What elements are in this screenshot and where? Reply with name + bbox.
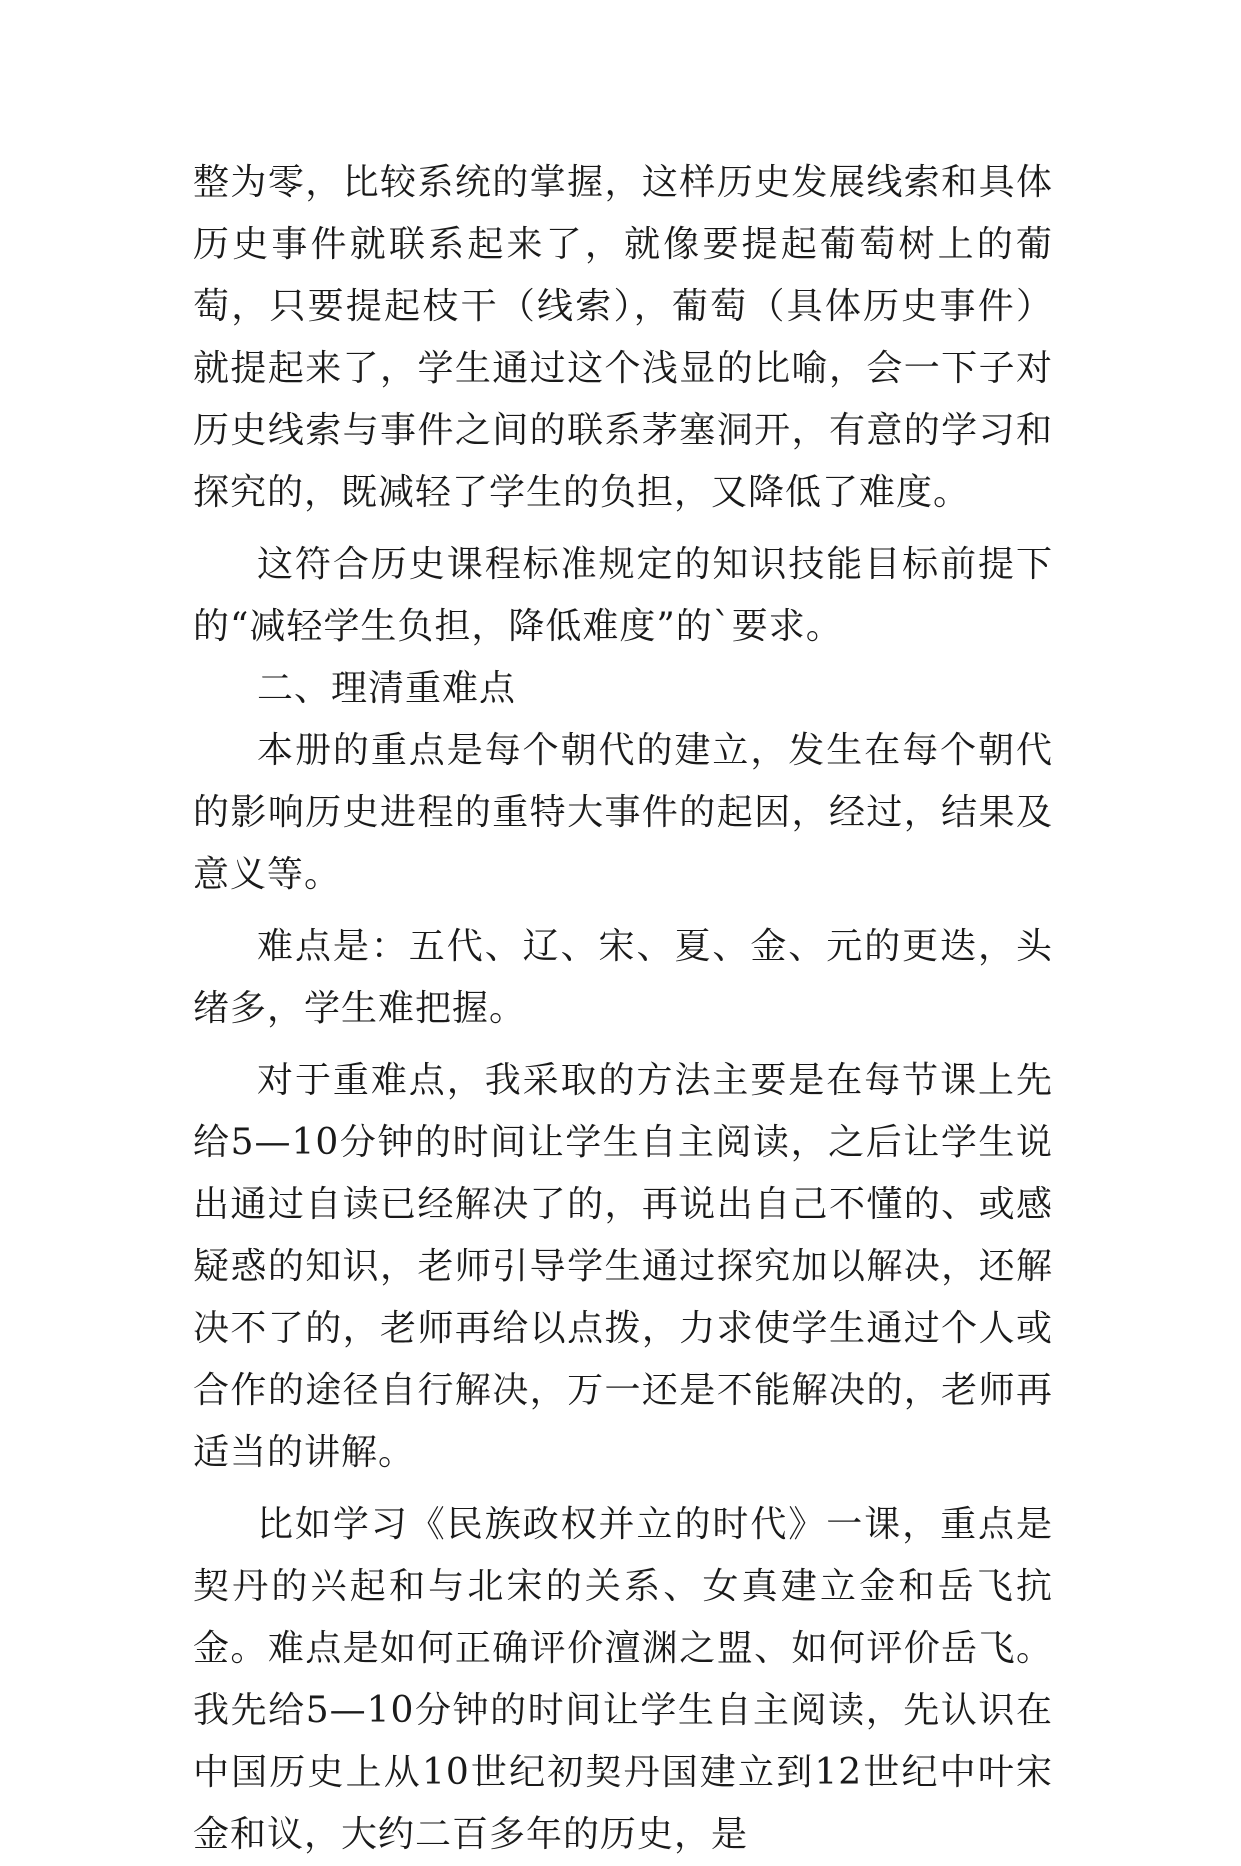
paragraph-difficulties: 难点是：五代、辽、宋、夏、金、元的更迭，头绪多，学生难把握。	[193, 926, 1053, 1029]
document-body	[193, 152, 1053, 1866]
section-heading: 二、理清重难点	[257, 668, 517, 709]
paragraph-method: 对于重难点，我采取的方法主要是在每节课上先给5—10分钟的时间让学生自主阅读，之后让学生说出通过自读已经解决了的，再说出自己不懂的、或感疑惑的知识，老师引导学生通过探究加以解决，还解决不了的，老师再给以点拨，力求使学生通过个人或合作的途径自行解决，万一还是不能解决的，老师再适当的讲解。	[193, 1060, 1053, 1473]
paragraph-example: 比如学习《民族政权并立的时代》一课，重点是契丹的兴起和与北宋的关系、女真建立金和岳飞抗金。难点是如何正确评价澶渊之盟、如何评价岳飞。我先给5—10分钟的时间让学生自主阅读，先认识在中国历史上从10世纪初契丹国建立到12世纪中叶宋金和议，大约二百多年的历史，是	[193, 1504, 1053, 1855]
paragraph-key-points: 本册的重点是每个朝代的建立，发生在每个朝代的影响历史进程的重特大事件的起因，经过，结果及意义等。	[193, 730, 1053, 895]
paragraph-curriculum-standard: 这符合历史课程标准规定的知识技能目标前提下的“减轻学生负担，降低难度”的`要求。	[193, 544, 1053, 647]
paragraph-continuation: 整为零，比较系统的掌握，这样历史发展线索和具体历史事件就联系起来了，就像要提起葡萄树上的葡萄，只要提起枝干（线索），葡萄（具体历史事件）就提起来了，学生通过这个浅显的比喻，会一下子对历史线索与事件之间的联系茅塞洞开，有意的学习和探究的，既减轻了学生的负担，又降低了难度。	[193, 162, 1053, 513]
